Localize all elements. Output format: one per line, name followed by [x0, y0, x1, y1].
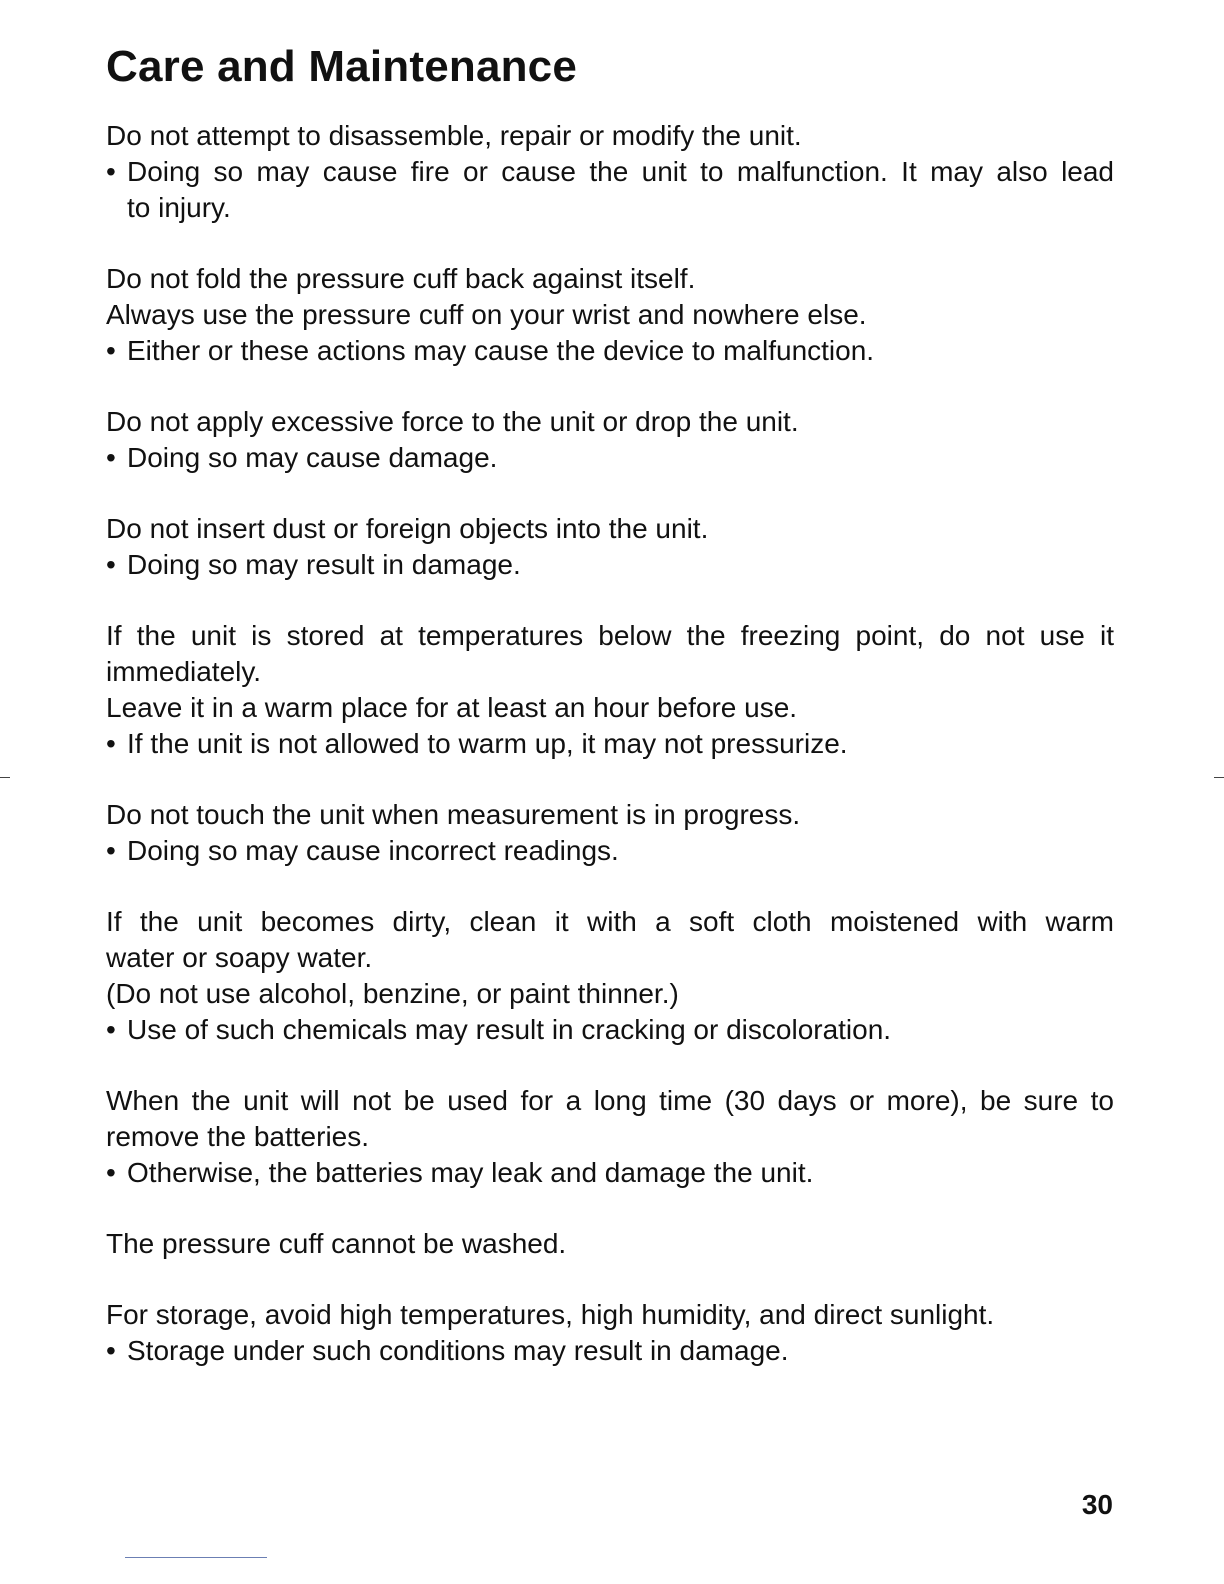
crop-mark-right	[1214, 777, 1224, 778]
bullet-item	[106, 833, 1114, 869]
page-number: 30	[1081, 1489, 1113, 1520]
bullet-item	[106, 1333, 1114, 1369]
instruction-line: If the unit becomes dirty, clean it with a soft cloth moistened with warm	[106, 906, 1114, 937]
bullet-line: • If the unit is not allowed to warm up, it may not pressurize.	[127, 728, 848, 759]
section-cleaning	[106, 904, 1114, 1048]
instruction-line: Do not attempt to disassemble, repair or modify the unit.	[106, 120, 802, 151]
bullet-line: • Either or these actions may cause the device to malfunction.	[127, 335, 875, 366]
footer-rule	[125, 1557, 267, 1558]
instruction-line: remove the batteries.	[106, 1121, 370, 1152]
instruction-line: Do not apply excessive force to the unit or drop the unit.	[106, 406, 799, 437]
section-batteries	[106, 1083, 1114, 1191]
section-measurement	[106, 797, 1114, 869]
instruction-line: If the unit is stored at temperatures below the freezing point, do not use it	[106, 620, 1114, 651]
instruction-line: For storage, avoid high temperatures, high humidity, and direct sunlight.	[106, 1299, 995, 1330]
bullet-line: • Storage under such conditions may result in damage.	[127, 1335, 789, 1366]
bullet-item	[106, 333, 1114, 369]
bullet-line: • Use of such chemicals may result in cracking or discoloration.	[127, 1014, 892, 1045]
bullet-line: • Doing so may cause damage.	[127, 442, 498, 473]
bullet-item	[106, 1155, 1114, 1191]
page-title: Care and Maintenance	[106, 42, 578, 91]
instruction-line: Always use the pressure cuff on your wrist and nowhere else.	[106, 299, 867, 330]
instruction-line: Do not insert dust or foreign objects into the unit.	[106, 513, 709, 544]
bullet-line: • Doing so may result in damage.	[127, 549, 521, 580]
bullet-item	[106, 154, 1114, 226]
section-freezing	[106, 618, 1114, 762]
section-excessive-force	[106, 404, 1114, 476]
maintenance-content	[106, 118, 1114, 1369]
instruction-line: The pressure cuff cannot be washed.	[106, 1228, 567, 1259]
bullet-item	[106, 547, 1114, 583]
bullet-line: • Doing so may cause fire or cause the unit to malfunction. It may also lead	[127, 156, 1114, 187]
instruction-line: (Do not use alcohol, benzine, or paint thinner.)	[106, 978, 679, 1009]
bullet-item	[106, 1012, 1114, 1048]
instruction-line: water or soapy water.	[106, 942, 373, 973]
instruction-line: Leave it in a warm place for at least an hour before use.	[106, 692, 798, 723]
instruction-line: When the unit will not be used for a long time (30 days or more), be sure to	[106, 1085, 1114, 1116]
bullet-item	[106, 726, 1114, 762]
bullet-line: to injury.	[127, 192, 231, 223]
crop-mark-left	[0, 777, 10, 778]
instruction-line: Do not fold the pressure cuff back against itself.	[106, 263, 696, 294]
section-disassemble	[106, 118, 1114, 226]
instruction-line: Do not touch the unit when measurement is in progress.	[106, 799, 801, 830]
section-fold-cuff	[106, 261, 1114, 369]
bullet-line: • Otherwise, the batteries may leak and damage the unit.	[127, 1157, 814, 1188]
section-foreign-objects	[106, 511, 1114, 583]
instruction-line: immediately.	[106, 656, 262, 687]
bullet-line: • Doing so may cause incorrect readings.	[127, 835, 619, 866]
section-storage	[106, 1297, 1114, 1369]
section-washing	[106, 1226, 1114, 1262]
bullet-item	[106, 440, 1114, 476]
